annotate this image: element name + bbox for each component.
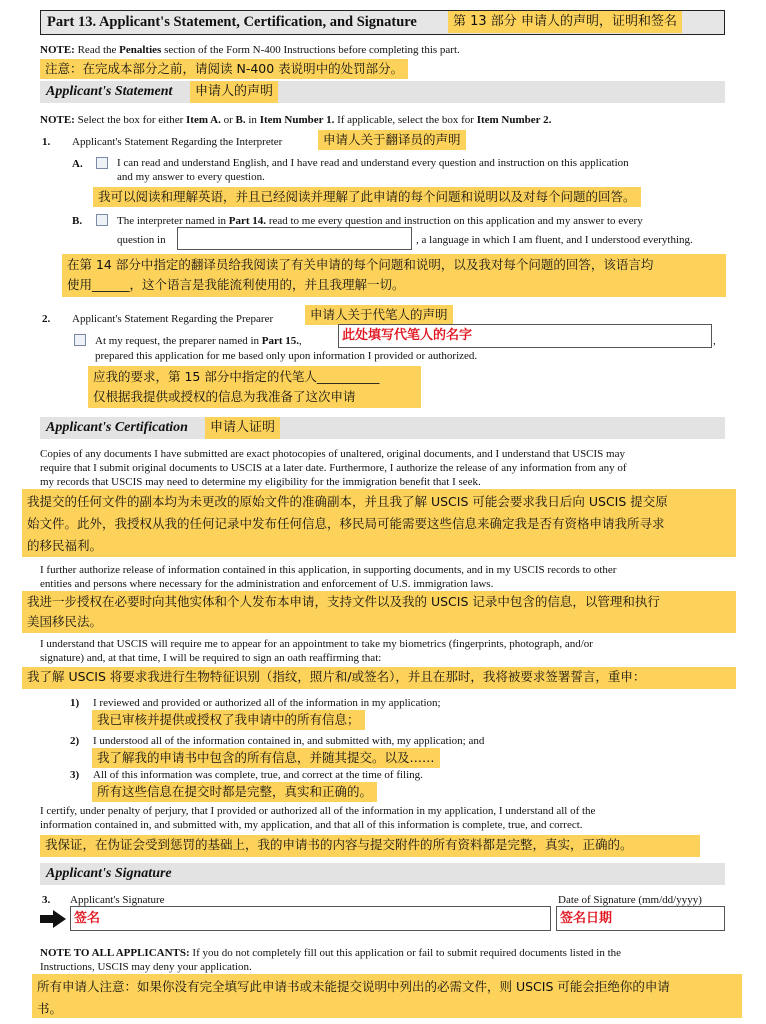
item2-number: 2.: [42, 313, 51, 325]
item1-label: Applicant's Statement Regarding the Interpreter: [72, 136, 283, 148]
language-input[interactable]: [177, 227, 412, 250]
date-input[interactable]: [556, 906, 725, 931]
option-b-zh-line: 使用______，这个语言是我能流利使用的，并且我理解一切。: [67, 277, 405, 292]
cert-zh-line: 始文件。此外，我授权从我的任何记录中发布任何信息，移民局可能需要这些信息来确定我是否有资格申请我所寻求: [27, 516, 665, 531]
item1-label-zh: 申请人关于翻译员的声明: [318, 130, 466, 150]
statement-note: [40, 113, 551, 127]
preparer-zh-line: 仅根据我提供或授权的信息为我准备了这次申请: [93, 389, 356, 404]
preparer-name-value: 此处填写代笔人的名字: [342, 328, 473, 343]
option-b-text-line2: , a language in which I am fluent, and I understood everything.: [416, 234, 693, 246]
cert-line: require that I submit original documents to USCIS at a later date. Furthermore, I authorize the release of any information from any of: [40, 462, 627, 474]
option-b-zh-line: 在第 14 部分中指定的翻译员给我阅读了有关申请的每个问题和说明，以及我对每个问题的回答，该语言均: [67, 257, 654, 272]
cert-line: I certify, under penalty of perjury, that I provided or authorized all of the information in my application, I understand all of the: [40, 805, 596, 817]
option-a-line: I can read and understand English, and I have read and understand every question and instruction on this application: [117, 157, 629, 169]
cert-zh-line: 的移民福利。: [27, 538, 103, 553]
oath-item-1-zh: 我已审核并提供或授权了我申请中的所有信息；: [92, 710, 365, 730]
note-text: Read the: [74, 44, 120, 56]
cert-line: I understand that USCIS will require me to appear for an appointment to take my biometrics (fingerprints, photograph, and/or: [40, 638, 593, 650]
cert-paragraph-1: [40, 447, 627, 489]
cert-zh-line: 我提交的任何文件的副本均为未更改的原始文件的准确副本，并且我了解 USCIS 可能会要求我日后向 USCIS 提交原: [27, 494, 668, 509]
note-label: NOTE:: [40, 44, 75, 56]
cert-line: information contained in, and submitted with, my application, and that all of this information is complete, true, and correct.: [40, 819, 583, 831]
note-text: or: [220, 114, 236, 126]
cert-zh-line: 我进一步授权在必要时向其他实体和个人发布本申请，支持文件以及我的 USCIS 记录中包含的信息，以管理和执行: [27, 594, 660, 609]
item2-label: Applicant's Statement Regarding the Preparer: [72, 313, 274, 325]
cert-zh-line: 美国移民法。: [27, 614, 103, 629]
signature-title: Applicant's Signature: [46, 866, 172, 881]
final-note-zh-line: 所有申请人注意：如果你没有完全填写此申请书或未能提交说明中列出的必需文件，则 USCIS 可能会拒绝你的申请: [37, 979, 670, 994]
note-bold: B.: [235, 114, 246, 126]
oath-item-3: All of this information was complete, true, and correct at the time of filing.: [93, 769, 423, 781]
date-label: Date of Signature (mm/dd/yyyy): [558, 894, 702, 906]
option-b-label: B.: [72, 215, 83, 227]
preparer-checkbox[interactable]: [74, 334, 86, 346]
option-b-checkbox[interactable]: [96, 214, 108, 226]
final-note-label: NOTE TO ALL APPLICANTS:: [40, 947, 190, 959]
part-title-zh: 第 13 部分 申请人的声明，证明和签名: [448, 11, 682, 33]
cert-paragraph-4-zh: 我保证，在伪证会受到惩罚的基础上，我的申请书的内容与提交附件的所有资料都是完整，真实，正确的。: [40, 835, 700, 857]
oath-item-2-number: 2): [70, 735, 80, 747]
certification-title-zh: 申请人证明: [205, 417, 280, 439]
cert-line: signature) and, at that time, I will be required to sign an oath reaffirming that:: [40, 652, 382, 664]
note-label: NOTE:: [40, 114, 75, 126]
cert-line: my records that USCIS may need to determine my eligibility for the immigration benefit that I seek.: [40, 476, 481, 488]
note-penalties: [40, 43, 460, 57]
note-bold: Item A.: [186, 114, 221, 126]
oath-item-3-zh: 所有这些信息在提交时都是完整，真实和正确的。: [92, 782, 377, 802]
arrow-right-icon: [40, 910, 66, 928]
signature-item-number: 3.: [42, 894, 51, 906]
note-text: If applicable, select the box for: [334, 114, 477, 126]
cert-paragraph-1-zh: [22, 489, 736, 557]
signature-value: 签名: [74, 911, 101, 926]
note-bold: Item Number 1.: [259, 114, 335, 126]
preparer-zh-line: 应我的要求，第 15 部分中指定的代笔人__________: [93, 369, 380, 384]
item1-number: 1.: [42, 136, 51, 148]
preparer-text-part: At my request, the preparer named in: [95, 335, 262, 347]
item2-label-zh: 申请人关于代笔人的声明: [305, 305, 453, 325]
option-a-label: A.: [72, 158, 83, 170]
option-a-text: [117, 156, 629, 184]
cert-line: Copies of any documents I have submitted are exact photocopies of unaltered, original documents, and I understand that USCIS may: [40, 448, 625, 460]
note-text: Select the box for either: [74, 114, 187, 126]
option-b-text-part: read to me every question and instruction on this application and my answer to every: [266, 215, 643, 227]
final-note-zh-line: 书。: [37, 1001, 63, 1016]
option-a-line: and my answer to every question.: [117, 171, 265, 183]
option-b-zh: [62, 254, 726, 297]
final-note-text: Instructions, USCIS may deny your application.: [40, 961, 252, 973]
cert-paragraph-3-zh: 我了解 USCIS 将要求我进行生物特征识别（指纹，照片和/或签名），并且在那时，我将被要求签署誓言，重申：: [22, 667, 736, 689]
note-bold: Penalties: [119, 44, 162, 56]
preparer-text-part: ,: [299, 335, 302, 347]
preparer-text-line2: prepared this application for me based only upon information I provided or authorized.: [95, 350, 478, 362]
preparer-name-input[interactable]: [338, 324, 712, 348]
option-b-text-part: The interpreter named in: [117, 215, 229, 227]
cert-line: entities and persons where necessary for the administration and enforcement of U.S. immigration laws.: [40, 578, 494, 590]
cert-paragraph-3: [40, 637, 593, 665]
cert-paragraph-2: [40, 563, 616, 591]
note-bold: Item Number 2.: [476, 114, 552, 126]
preparer-comma: ,: [713, 335, 716, 347]
option-a-zh: 我可以阅读和理解英语，并且已经阅读并理解了此申请的每个问题和说明以及对每个问题的回答。: [93, 187, 641, 207]
statement-title-zh: 申请人的声明: [190, 81, 278, 103]
final-note: [40, 946, 621, 974]
cert-paragraph-4: [40, 804, 595, 832]
oath-item-1: I reviewed and provided or authorized all of the information in my application;: [93, 697, 441, 709]
note-penalties-zh: 注意：在完成本部分之前，请阅读 N-400 表说明中的处罚部分。: [40, 59, 408, 79]
final-note-zh: [32, 974, 742, 1018]
statement-title: Applicant's Statement: [46, 84, 173, 99]
oath-item-2: I understood all of the information contained in, and submitted with, my application; and: [93, 735, 485, 747]
oath-item-2-zh: 我了解我的申请书中包含的所有信息，并随其提交。以及……: [92, 748, 440, 768]
certification-title: Applicant's Certification: [46, 420, 188, 435]
note-text: section of the Form N-400 Instructions before completing this part.: [161, 44, 460, 56]
date-value: 签名日期: [560, 911, 613, 926]
note-text: in: [245, 114, 260, 126]
final-note-text: If you do not completely fill out this application or fail to submit required documents listed in the: [189, 947, 622, 959]
oath-item-3-number: 3): [70, 769, 80, 781]
part-title: Part 13. Applicant's Statement, Certification, and Signature: [47, 14, 417, 30]
option-b-text: [117, 214, 643, 228]
oath-item-1-number: 1): [70, 697, 80, 709]
signature-input[interactable]: [70, 906, 551, 931]
preparer-zh: [88, 366, 421, 408]
option-a-checkbox[interactable]: [96, 157, 108, 169]
preparer-text: [95, 334, 302, 348]
preparer-text-bold: Part 15.: [261, 335, 300, 347]
option-b-language-label: question in: [117, 234, 166, 246]
signature-label: Applicant's Signature: [70, 894, 165, 906]
option-b-text-bold: Part 14.: [228, 215, 267, 227]
cert-paragraph-2-zh: [22, 591, 736, 633]
cert-line: I further authorize release of information contained in this application, in supporting documents, and in my USCIS records to other: [40, 564, 617, 576]
